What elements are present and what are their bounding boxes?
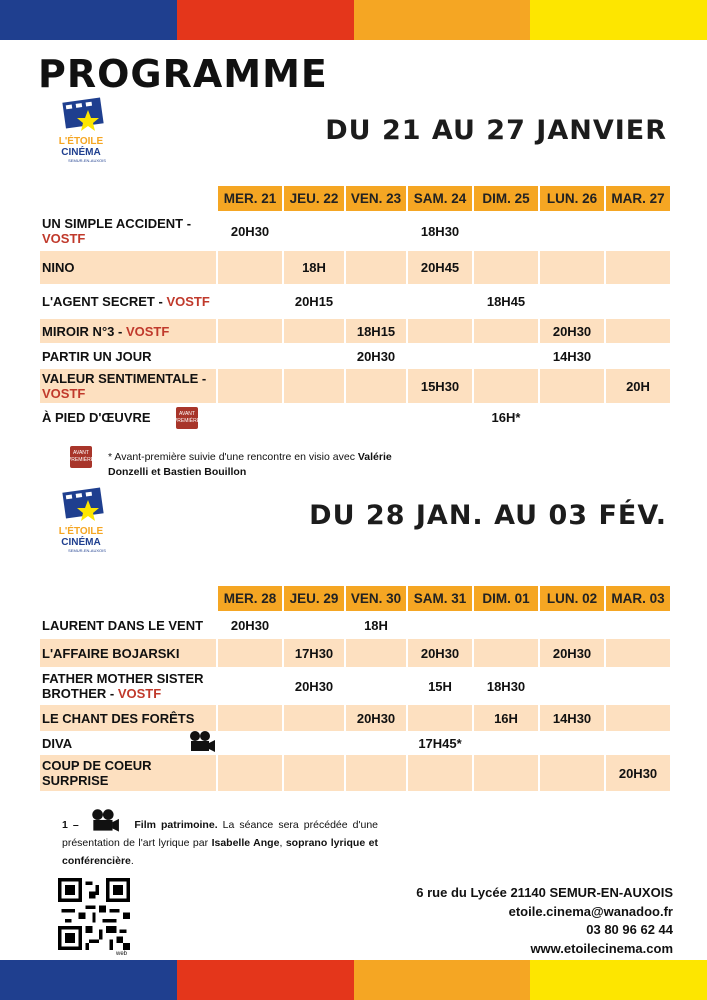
showtime: 20H30 bbox=[538, 319, 604, 343]
showtime bbox=[216, 755, 282, 791]
showtime bbox=[344, 284, 406, 319]
film-title: MIROIR N°3 - VOSTF bbox=[40, 319, 216, 343]
showtime bbox=[344, 755, 406, 791]
showtime: 15H bbox=[406, 667, 472, 705]
day-header: SAM. 31 bbox=[406, 586, 472, 611]
week2-date-title: DU 28 JAN. AU 03 FÉV. bbox=[309, 500, 667, 531]
film-row bbox=[40, 731, 670, 755]
showtime bbox=[282, 319, 344, 343]
showtime bbox=[216, 369, 282, 403]
showtime bbox=[282, 611, 344, 639]
showtime: 18H45 bbox=[472, 284, 538, 319]
showtime: 20H30 bbox=[604, 755, 670, 791]
day-header: VEN. 30 bbox=[344, 586, 406, 611]
showtime bbox=[472, 611, 538, 639]
svg-text:L'ÉTOILE: L'ÉTOILE bbox=[58, 136, 104, 147]
showtime bbox=[406, 403, 472, 431]
film-row bbox=[40, 369, 670, 403]
day-header: LUN. 02 bbox=[538, 586, 604, 611]
showtime: 18H30 bbox=[472, 667, 538, 705]
showtime bbox=[216, 284, 282, 319]
film-row bbox=[40, 755, 670, 791]
band-red bbox=[177, 0, 354, 40]
film-row bbox=[40, 667, 670, 705]
showtime bbox=[344, 731, 406, 755]
showtime bbox=[472, 319, 538, 343]
day-header: MER. 28 bbox=[216, 586, 282, 611]
showtime bbox=[216, 705, 282, 731]
page-title: PROGRAMME bbox=[38, 52, 328, 96]
showtime bbox=[282, 369, 344, 403]
showtime: 17H30 bbox=[282, 639, 344, 667]
showtime bbox=[282, 731, 344, 755]
showtime bbox=[472, 343, 538, 369]
svg-text:SEMUR-EN-AUXOIS: SEMUR-EN-AUXOIS bbox=[68, 158, 106, 163]
film-title: COUP DE COEUR SURPRISE bbox=[40, 755, 216, 791]
avant-premiere-icon: AVANT PREMIÈRE bbox=[70, 446, 92, 468]
showtime bbox=[216, 403, 282, 431]
showtime bbox=[538, 667, 604, 705]
day-header: JEU. 22 bbox=[282, 186, 344, 211]
band-orange bbox=[354, 960, 531, 1000]
showtime: 15H30 bbox=[406, 369, 472, 403]
address-line: 6 rue du Lycée 21140 SEMUR-EN-AUXOIS bbox=[416, 885, 673, 900]
svg-text:CINÉMA: CINÉMA bbox=[61, 537, 101, 548]
film-title: LAURENT DANS LE VENT bbox=[42, 617, 204, 633]
showtime bbox=[604, 667, 670, 705]
week2-header-row bbox=[40, 586, 670, 611]
showtime bbox=[472, 731, 538, 755]
showtime bbox=[604, 611, 670, 639]
film-title: À PIED D'ŒUVRE bbox=[42, 409, 151, 425]
header-blank bbox=[40, 186, 216, 211]
showtime bbox=[472, 211, 538, 251]
showtime: 20H30 bbox=[344, 343, 406, 369]
showtime bbox=[406, 755, 472, 791]
avant-premiere-note: * Avant-première suivie d'une rencontre en visio avec Valérie Donzelli et Bastien Bouillon bbox=[108, 451, 392, 478]
film-row bbox=[40, 705, 670, 731]
film-title: L'AGENT SECRET - VOSTF bbox=[42, 294, 210, 309]
showtime bbox=[538, 284, 604, 319]
qr-label: web bbox=[116, 951, 128, 957]
film-row bbox=[40, 343, 670, 369]
showtime bbox=[538, 731, 604, 755]
showtime: 17H45* bbox=[406, 731, 472, 755]
day-header: VEN. 23 bbox=[344, 186, 406, 211]
showtime bbox=[216, 343, 282, 369]
svg-text:L'ÉTOILE: L'ÉTOILE bbox=[58, 526, 104, 537]
film-row bbox=[40, 639, 670, 667]
day-header: DIM. 01 bbox=[472, 586, 538, 611]
showtime bbox=[344, 211, 406, 251]
band-blue bbox=[0, 960, 177, 1000]
showtime bbox=[472, 369, 538, 403]
showtime bbox=[538, 611, 604, 639]
day-header: MAR. 03 bbox=[604, 586, 670, 611]
film-title: L'AFFAIRE BOJARSKI bbox=[40, 639, 216, 667]
etoile-cinema-logo bbox=[50, 96, 112, 166]
day-header: DIM. 25 bbox=[472, 186, 538, 211]
film-row bbox=[40, 319, 670, 343]
showtime bbox=[472, 755, 538, 791]
day-header: LUN. 26 bbox=[538, 186, 604, 211]
showtime bbox=[472, 251, 538, 284]
film-title: LE CHANT DES FORÊTS bbox=[40, 705, 216, 731]
showtime bbox=[282, 403, 344, 431]
film-title: UN SIMPLE ACCIDENT - VOSTF bbox=[42, 216, 192, 246]
showtime bbox=[406, 343, 472, 369]
showtime bbox=[282, 705, 344, 731]
bottom-color-band bbox=[0, 960, 707, 1000]
showtime: 18H15 bbox=[344, 319, 406, 343]
showtime bbox=[538, 251, 604, 284]
showtime bbox=[538, 403, 604, 431]
showtime: 20H45 bbox=[406, 251, 472, 284]
showtime bbox=[216, 639, 282, 667]
film-title: VALEUR SENTIMENTALE - VOSTF bbox=[40, 369, 216, 403]
week1-schedule-table bbox=[40, 186, 670, 431]
film-row bbox=[40, 403, 670, 431]
showtime bbox=[538, 369, 604, 403]
showtime bbox=[538, 211, 604, 251]
film-title: FATHER MOTHER SISTER BROTHER - VOSTF bbox=[42, 671, 204, 701]
showtime bbox=[604, 639, 670, 667]
showtime: 20H30 bbox=[538, 639, 604, 667]
showtime bbox=[604, 343, 670, 369]
film-title: NINO bbox=[40, 251, 216, 284]
week2-schedule-table bbox=[40, 586, 670, 791]
svg-text:SEMUR-EN-AUXOIS: SEMUR-EN-AUXOIS bbox=[68, 548, 106, 553]
showtime bbox=[216, 667, 282, 705]
showtime: 20H30 bbox=[282, 667, 344, 705]
showtime bbox=[344, 667, 406, 705]
band-yellow bbox=[530, 960, 707, 1000]
showtime bbox=[604, 211, 670, 251]
film-row bbox=[40, 284, 670, 319]
week1-header-row bbox=[40, 186, 670, 211]
showtime bbox=[406, 705, 472, 731]
showtime: 20H15 bbox=[282, 284, 344, 319]
showtime bbox=[604, 705, 670, 731]
film-title: DIVA bbox=[42, 735, 73, 751]
showtime bbox=[406, 284, 472, 319]
showtime bbox=[604, 731, 670, 755]
band-orange bbox=[354, 0, 531, 40]
avant-premiere-icon: AVANT PREMIÈRE bbox=[176, 407, 198, 429]
showtime: 18H bbox=[282, 251, 344, 284]
contact-block bbox=[416, 884, 673, 958]
showtime bbox=[406, 319, 472, 343]
showtime: 20H30 bbox=[344, 705, 406, 731]
showtime bbox=[344, 639, 406, 667]
showtime bbox=[282, 755, 344, 791]
band-red bbox=[177, 960, 354, 1000]
showtime bbox=[282, 211, 344, 251]
showtime: 14H30 bbox=[538, 705, 604, 731]
showtime bbox=[216, 731, 282, 755]
showtime bbox=[344, 403, 406, 431]
showtime bbox=[604, 251, 670, 284]
svg-text:CINÉMA: CINÉMA bbox=[61, 147, 101, 158]
showtime bbox=[604, 319, 670, 343]
top-color-band bbox=[0, 0, 707, 40]
header-blank bbox=[40, 586, 216, 611]
showtime: 16H bbox=[472, 705, 538, 731]
showtime: 16H* bbox=[472, 403, 538, 431]
day-header: JEU. 29 bbox=[282, 586, 344, 611]
website-link[interactable]: www.etoilecinema.com bbox=[530, 940, 673, 956]
showtime: 18H bbox=[344, 611, 406, 639]
showtime bbox=[344, 369, 406, 403]
email-link[interactable]: etoile.cinema@wanadoo.fr bbox=[508, 903, 673, 919]
showtime: 14H30 bbox=[538, 343, 604, 369]
phone-number[interactable]: 03 80 96 62 44 bbox=[586, 922, 673, 937]
showtime bbox=[472, 639, 538, 667]
film-row bbox=[40, 211, 670, 251]
showtime bbox=[216, 319, 282, 343]
patrimoine-note: 1 – Film patrimoine. La séance sera précédée d'une présentation de l'art lyrique par Isabelle Ange, soprano lyrique et conférencière. bbox=[62, 819, 379, 867]
band-blue bbox=[0, 0, 177, 40]
week1-date-title: DU 21 AU 27 JANVIER bbox=[325, 115, 667, 146]
day-header: SAM. 24 bbox=[406, 186, 472, 211]
showtime: 20H30 bbox=[216, 611, 282, 639]
showtime bbox=[282, 343, 344, 369]
showtime bbox=[216, 251, 282, 284]
showtime bbox=[406, 611, 472, 639]
qr-code[interactable] bbox=[58, 878, 130, 950]
showtime: 20H30 bbox=[406, 639, 472, 667]
day-header: MAR. 27 bbox=[604, 186, 670, 211]
showtime bbox=[604, 284, 670, 319]
day-header: MER. 21 bbox=[216, 186, 282, 211]
showtime bbox=[344, 251, 406, 284]
band-yellow bbox=[530, 0, 707, 40]
etoile-cinema-logo bbox=[50, 486, 112, 556]
film-row bbox=[40, 251, 670, 284]
film-title: PARTIR UN JOUR bbox=[42, 348, 152, 364]
showtime bbox=[604, 403, 670, 431]
showtime: 20H bbox=[604, 369, 670, 403]
film-row bbox=[40, 611, 670, 639]
showtime bbox=[538, 755, 604, 791]
showtime: 20H30 bbox=[216, 211, 282, 251]
film-camera-icon bbox=[186, 730, 216, 754]
showtime: 18H30 bbox=[406, 211, 472, 251]
